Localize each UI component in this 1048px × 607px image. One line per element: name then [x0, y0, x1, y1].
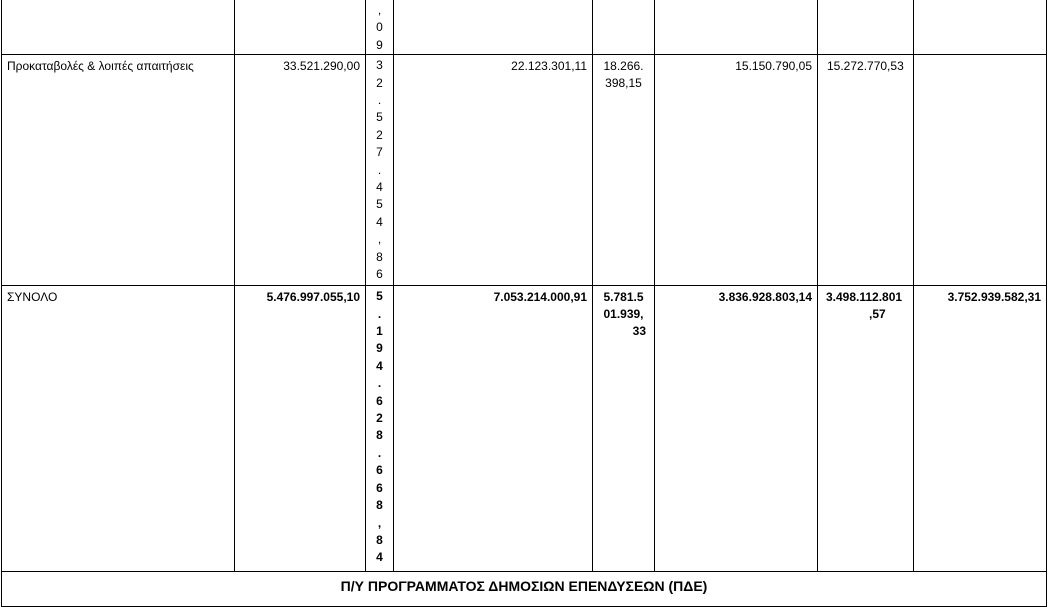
char: . — [377, 445, 382, 460]
value-cell — [818, 286, 914, 572]
char: 2 — [376, 127, 383, 142]
table-row — [2, 0, 1047, 55]
char: 5 — [376, 110, 383, 125]
char: 4 — [376, 550, 383, 565]
value-cell — [235, 0, 366, 55]
char: . — [377, 376, 382, 391]
wrapped-line: ,57 — [869, 307, 886, 322]
char: 9 — [376, 37, 383, 52]
row-label-cell: ΣΥΝΟΛΟ — [2, 286, 235, 572]
char: 6 — [376, 463, 383, 478]
wrapped-line: 398,15 — [605, 76, 642, 91]
value-cell — [593, 286, 655, 572]
value-cell — [914, 55, 1047, 286]
char: 4 — [376, 180, 383, 195]
char: 8 — [376, 249, 383, 264]
char: . — [377, 306, 382, 321]
value-cell: 5.476.997.055,10 — [235, 286, 366, 572]
value-cell — [655, 0, 818, 55]
row-label-cell: Προκαταβολές & λοιπές απαιτήσεις — [2, 55, 235, 286]
wrapped-line: 01.939, — [603, 307, 644, 322]
char: 6 — [376, 393, 383, 408]
wrapped-line: 33 — [632, 324, 646, 339]
char: 3 — [376, 58, 383, 73]
char: , — [377, 232, 382, 247]
char: 0 — [376, 20, 383, 35]
wrapped-line: 5.781.5 — [603, 290, 644, 305]
wrapped-line: 15.272.770,53 — [827, 59, 904, 74]
char: 7 — [376, 145, 383, 160]
value-cell: 22.123.301,11 — [394, 55, 593, 286]
char: . — [377, 162, 382, 177]
table-row — [2, 55, 1047, 286]
char: 2 — [376, 75, 383, 90]
char: 4 — [376, 358, 383, 373]
wrapped-line: 3.498.112.801 — [826, 290, 903, 305]
narrow-value-cell — [366, 55, 394, 286]
row-label-cell — [2, 0, 235, 55]
narrow-value-cell — [366, 0, 394, 55]
value-cell — [818, 0, 914, 55]
char: 2 — [376, 411, 383, 426]
value-cell: 33.521.290,00 — [235, 55, 366, 286]
value-cell: 3.836.928.803,14 — [655, 286, 818, 572]
char: 8 — [376, 428, 383, 443]
char: 1 — [376, 324, 383, 339]
char: 8 — [376, 532, 383, 547]
char: 9 — [376, 341, 383, 356]
char: 8 — [376, 498, 383, 513]
value-cell — [593, 0, 655, 55]
budget-table — [1, 0, 1047, 607]
char: 6 — [376, 480, 383, 495]
value-cell — [593, 55, 655, 286]
char: , — [377, 515, 382, 530]
char: 4 — [376, 214, 383, 229]
table-row-total — [2, 286, 1047, 572]
value-cell: 7.053.214.000,91 — [394, 286, 593, 572]
value-cell — [914, 0, 1047, 55]
wrapped-line: 18.266. — [603, 59, 644, 74]
char: 5 — [376, 197, 383, 212]
char: . — [377, 93, 382, 108]
value-cell — [818, 55, 914, 286]
value-cell — [394, 0, 593, 55]
value-cell: 3.752.939.582,31 — [914, 286, 1047, 572]
char: , — [377, 3, 382, 17]
section-header-row — [2, 572, 1047, 607]
char: 5 — [376, 289, 383, 304]
narrow-value-cell — [366, 286, 394, 572]
char: 6 — [376, 267, 383, 282]
value-cell: 15.150.790,05 — [655, 55, 818, 286]
section-title: Π/Υ ΠΡΟΓΡΑΜΜΑΤΟΣ ΔΗΜΟΣΙΩΝ ΕΠΕΝΔΥΣΕΩΝ (ΠΔΕ) — [2, 572, 1047, 607]
